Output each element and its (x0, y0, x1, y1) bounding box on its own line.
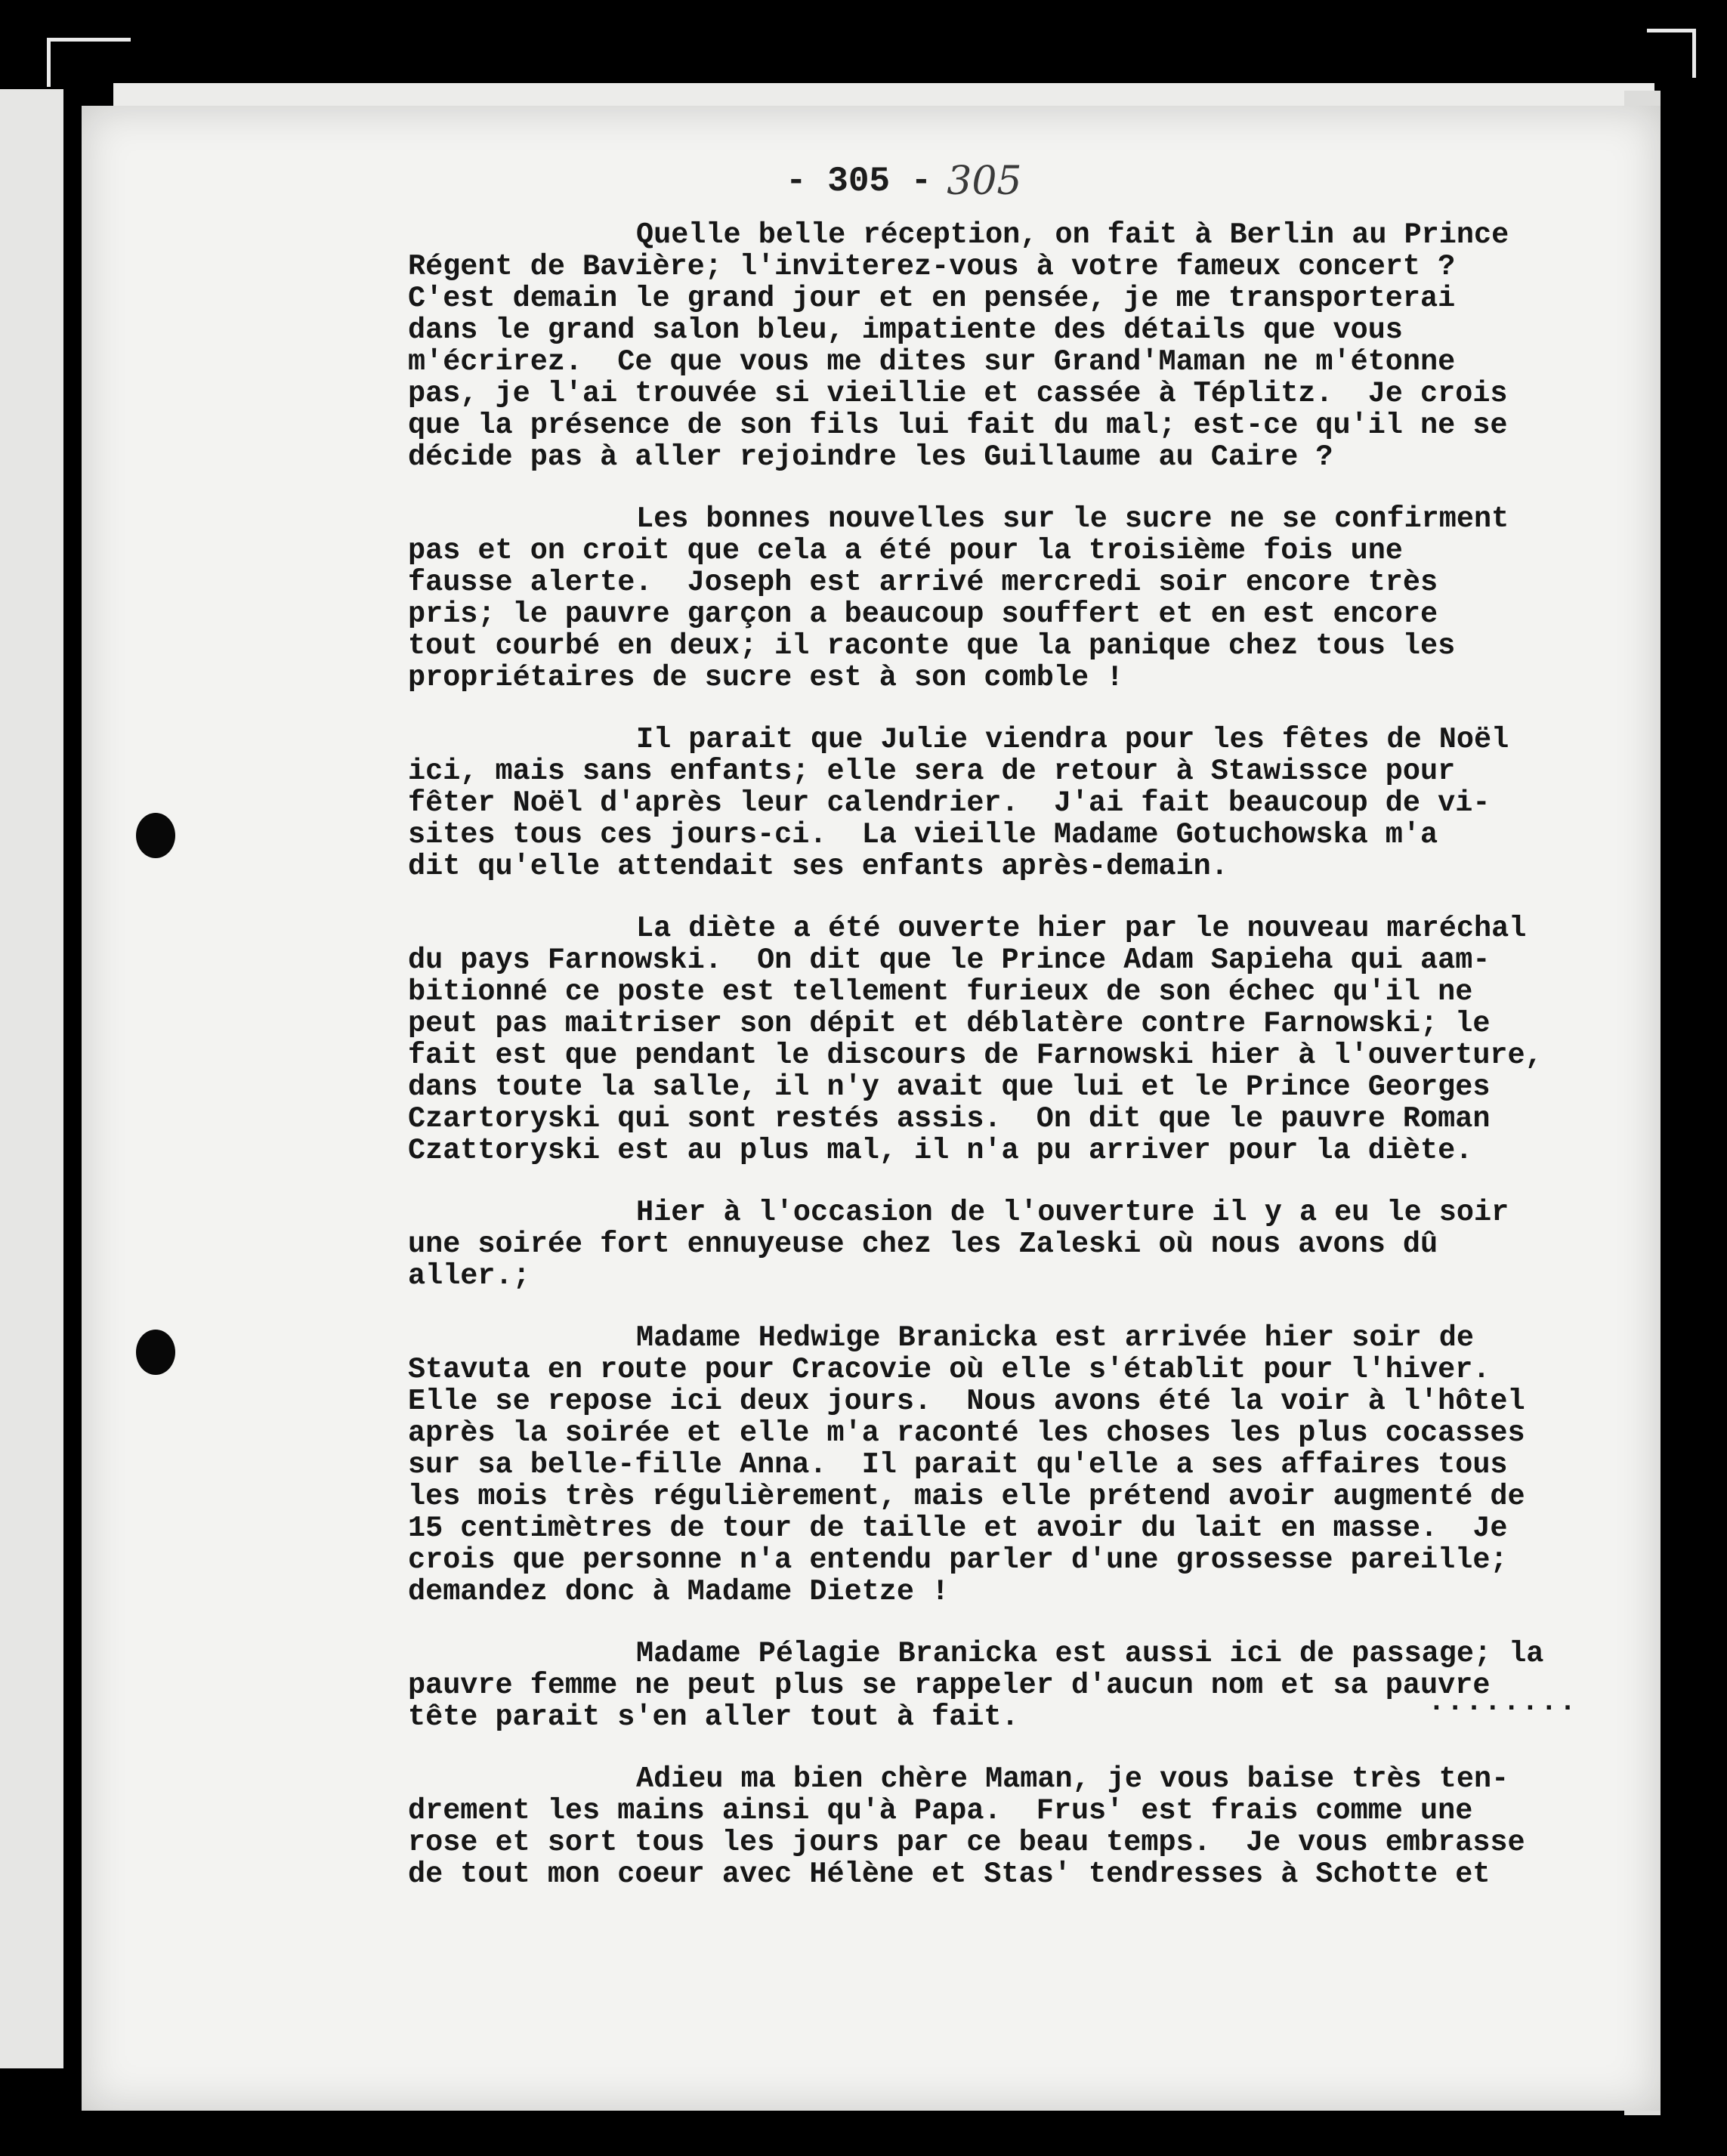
text-line: Hier à l'occasion de l'ouverture il y a eu le soir (636, 1196, 1509, 1229)
punch-hole-bottom (136, 1330, 175, 1375)
text-line: Madame Pélagie Branicka est aussi ici de passage; la (636, 1637, 1544, 1670)
paragraph (408, 724, 1632, 882)
paragraph (408, 913, 1632, 1166)
text-line: rose et sort tous les jours par ce beau temps. Je vous embrasse (408, 1826, 1525, 1859)
text-line: du pays Farnowski. On dit que le Prince Adam Sapieha qui aam- (408, 944, 1491, 977)
text-line: ici, mais sans enfants; elle sera de retour à Stawissce pour (408, 755, 1456, 788)
paragraph (408, 503, 1632, 693)
paragraph (408, 1763, 1632, 1890)
punch-hole-top (136, 813, 175, 858)
text-line: pris; le pauvre garçon a beaucoup souffert et en est encore (408, 598, 1438, 631)
continuation-dots: ........ (1428, 1686, 1578, 1719)
text-line: La diète a été ouverte hier par le nouveau maréchal (636, 912, 1527, 945)
text-line: peut pas maitriser son dépit et déblatère contre Farnowski; le (408, 1007, 1491, 1040)
text-line: Il parait que Julie viendra pour les fêtes de Noël (636, 723, 1509, 756)
text-line: 15 centimètres de tour de taille et avoir du lait en masse. Je (408, 1512, 1508, 1545)
paragraph (408, 1638, 1632, 1733)
text-line: Madame Hedwige Branicka est arrivée hier soir de (636, 1321, 1474, 1354)
paragraph (408, 1197, 1632, 1292)
text-line: m'écrirez. Ce que vous me dites sur Grand'Maman ne m'étonne (408, 345, 1456, 378)
text-line: drement les mains ainsi qu'à Papa. Frus' est frais comme une (408, 1794, 1473, 1827)
adjacent-page-edge (0, 89, 63, 2068)
text-line: Czattoryski est au plus mal, il n'a pu arriver pour la diète. (408, 1134, 1473, 1167)
printed-page-number: - 305 - (786, 162, 932, 201)
crop-mark-top-left (47, 38, 131, 87)
text-line: fait est que pendant le discours de Farnowski hier à l'ouverture, (408, 1039, 1543, 1072)
text-line: tête parait s'en aller tout à fait. (408, 1700, 1019, 1734)
text-line: Adieu ma bien chère Maman, je vous baise très ten- (636, 1762, 1509, 1796)
text-line: Les bonnes nouvelles sur le sucre ne se confirment (636, 502, 1509, 536)
text-line: dans toute la salle, il n'y avait que lui et le Prince Georges (408, 1070, 1491, 1104)
page-number (786, 157, 1022, 205)
text-line: sites tous ces jours-ci. La vieille Madame Gotuchowska m'a (408, 818, 1438, 851)
paragraph (408, 1322, 1632, 1608)
text-line: bitionné ce poste est tellement furieux de son échec qu'il ne (408, 975, 1473, 1009)
text-line: Quelle belle réception, on fait à Berlin au Prince (636, 218, 1509, 252)
handwritten-page-number: 305 (947, 159, 1022, 204)
crop-mark-top-right (1647, 29, 1696, 78)
text-line: C'est demain le grand jour et en pensée, je me transporterai (408, 282, 1456, 315)
text-line: Elle se repose ici deux jours. Nous avons été la voir à l'hôtel (408, 1385, 1525, 1418)
text-line: dans le grand salon bleu, impatiente des détails que vous (408, 314, 1403, 347)
text-line: tout courbé en deux; il raconte que la panique chez tous les (408, 629, 1456, 663)
text-line: pas, je l'ai trouvée si vieillie et cassée à Téplitz. Je crois (408, 377, 1508, 410)
text-line: pas et on croit que cela a été pour la troisième fois une (408, 534, 1403, 567)
text-line: de tout mon coeur avec Hélène et Stas' tendresses à Schotte et (408, 1858, 1491, 1891)
text-line: crois que personne n'a entendu parler d'une grossesse pareille; (408, 1543, 1508, 1577)
text-line: une soirée fort ennuyeuse chez les Zaleski où nous avons dû (408, 1228, 1438, 1261)
text-line: Régent de Bavière; l'inviterez-vous à votre fameux concert ? (408, 250, 1456, 283)
text-line: demandez donc à Madame Dietze ! (408, 1575, 950, 1608)
text-line: décide pas à aller rejoindre les Guillaume au Caire ? (408, 440, 1333, 474)
text-line: sur sa belle-fille Anna. Il parait qu'elle a ses affaires tous (408, 1448, 1508, 1481)
text-line: propriétaires de sucre est à son comble ! (408, 661, 1124, 694)
text-line: après la soirée et elle m'a raconté les choses les plus cocasses (408, 1416, 1525, 1450)
text-line: que la présence de son fils lui fait du mal; est-ce qu'il ne se (408, 409, 1508, 442)
text-line: fêter Noël d'après leur calendrier. J'ai fait beaucoup de vi- (408, 786, 1491, 820)
text-line: pauvre femme ne peut plus se rappeler d'aucun nom et sa pauvre (408, 1669, 1491, 1702)
text-line: aller.; (408, 1259, 530, 1293)
text-line: Czartoryski qui sont restés assis. On dit que le pauvre Roman (408, 1102, 1491, 1135)
text-line: les mois très régulièrement, mais elle prétend avoir augmenté de (408, 1480, 1525, 1513)
paragraph (408, 219, 1632, 473)
text-line: dit qu'elle attendait ses enfants après-demain. (408, 850, 1228, 883)
letter-body (408, 219, 1632, 1920)
text-line: Stavuta en route pour Cracovie où elle s'établit pour l'hiver. (408, 1353, 1491, 1386)
text-line: fausse alerte. Joseph est arrivé mercredi soir encore très (408, 566, 1438, 599)
